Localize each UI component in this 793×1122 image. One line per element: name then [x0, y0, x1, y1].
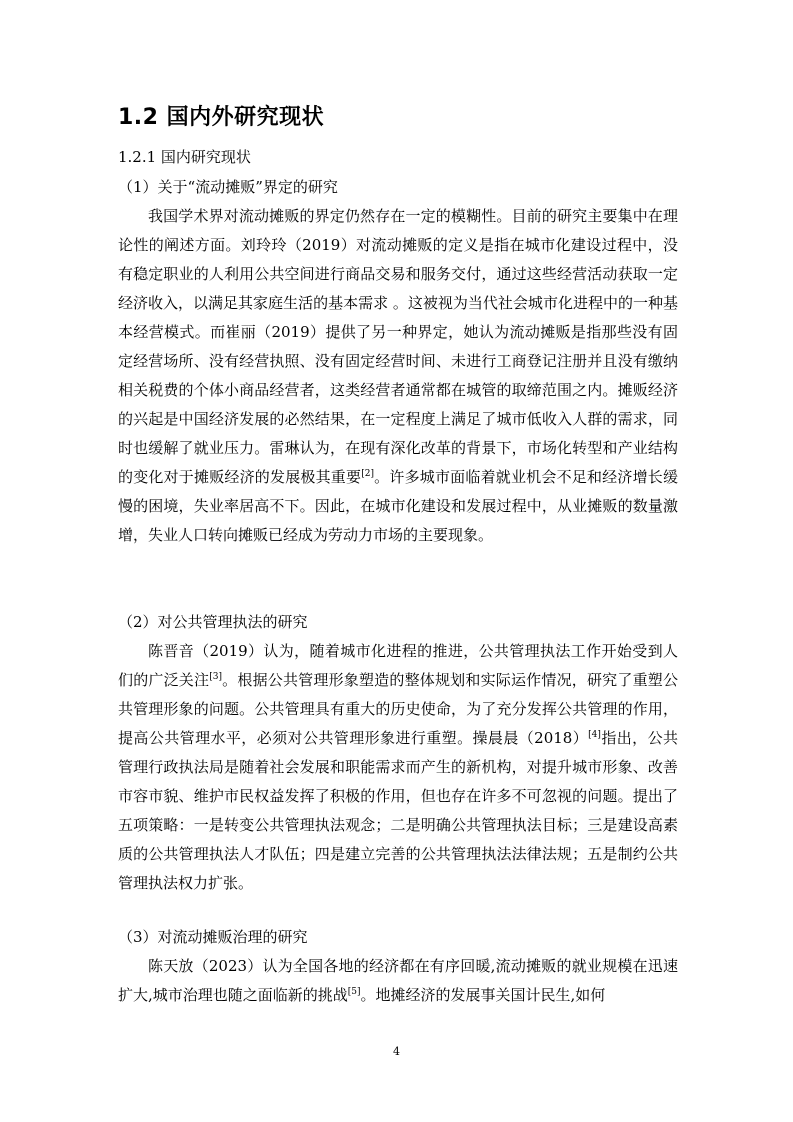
paragraph-3-text-a: 陈天放（2023）认为全国各地的经济都在有序回暖,流动摊贩的就业规模在迅速扩大,城市治理也随之面临新的挑战 — [118, 957, 678, 1004]
citation-2: [2] — [361, 469, 374, 479]
paragraph-2-text-a: 陈晋音（2019）认为，随着城市化进程的推进，公共管理执法工作开始受到人们的广泛关注 — [118, 642, 678, 689]
subheading-2: （2）对公共管理执法的研究 — [118, 613, 308, 631]
paragraph-3-text-b: 。地摊经济的发展事关国计民生,如何 — [360, 986, 606, 1004]
paragraph-2 — [118, 637, 678, 898]
paragraph-2-text-b: 。根据公共管理形象塑造的整体规划和实际运作情况，研究了重塑公共管理形象的问题。公共管理具有重大的历史使命，为了充分发挥公共管理的作用，提高公共管理水平，必须对公共管理形象进行重塑。操晨晨（2018） — [118, 671, 678, 747]
paragraph-1 — [118, 202, 678, 550]
paragraph-2-text-c: 指出，公共管理行政执法局是随着社会发展和职能需求而产生的新机构，对提升城市形象、改善市容市貌、维护市民权益发挥了积极的作用，但也存在许多不可忽视的问题。提出了五项策略：一是转变公共管理执法观念；二是明确公共管理执法目标；三是建设高素质的公共管理执法人才队伍；四是建立完善的公共管理执法法律法规；五是制约公共管理执法权力扩张。 — [118, 729, 678, 892]
section-title: 1.2 国内外研究现状 — [118, 105, 325, 130]
subheading-3: （3）对流动摊贩治理的研究 — [118, 928, 308, 946]
paragraph-3 — [118, 952, 678, 1010]
citation-4: [4] — [588, 730, 601, 740]
citation-3: [3] — [209, 672, 222, 682]
subsection-title: 1.2.1 国内研究现状 — [118, 148, 251, 166]
paragraph-1-text-a: 我国学术界对流动摊贩的界定仍然存在一定的模糊性。目前的研究主要集中在理论性的阐述方面。刘玲玲（2019）对流动摊贩的定义是指在城市化建设过程中，没有稳定职业的人利用公共空间进行商品交易和服务交付，通过这些经营活动获取一定经济收入，以满足其家庭生活的基本需求 。这被视为当代社会城市化进程中的一种基本经营模式。而崔丽（2019）提供了另一种界定，她认为流动摊贩是指那些没有固定经营场所、没有经营执照、没有固定经营时间、未进行工商登记注册并且没有缴纳相关税费的个体小商品经营者，这类经营者通常都在城管的取缔范围之内。摊贩经济的兴起是中国经济发展的必然结果，在一定程度上满足了城市低收入人群的需求，同时也缓解了就业压力。雷琳认为，在现有深化改革的背景下，市场化转型和产业结构的变化对于摊贩经济的发展极其重要 — [118, 207, 678, 486]
citation-5: [5] — [347, 987, 361, 997]
subheading-1: （1）关于“流动摊贩”界定的研究 — [118, 178, 338, 196]
page-number: 4 — [393, 1045, 400, 1058]
paragraph-1-text-b: 。许多城市面临着就业机会不足和经济增长缓慢的困境，失业率居高不下。因此，在城市化建设和发展过程中，从业摊贩的数量激增，失业人口转向摊贩已经成为劳动力市场的主要现象。 — [118, 468, 678, 544]
